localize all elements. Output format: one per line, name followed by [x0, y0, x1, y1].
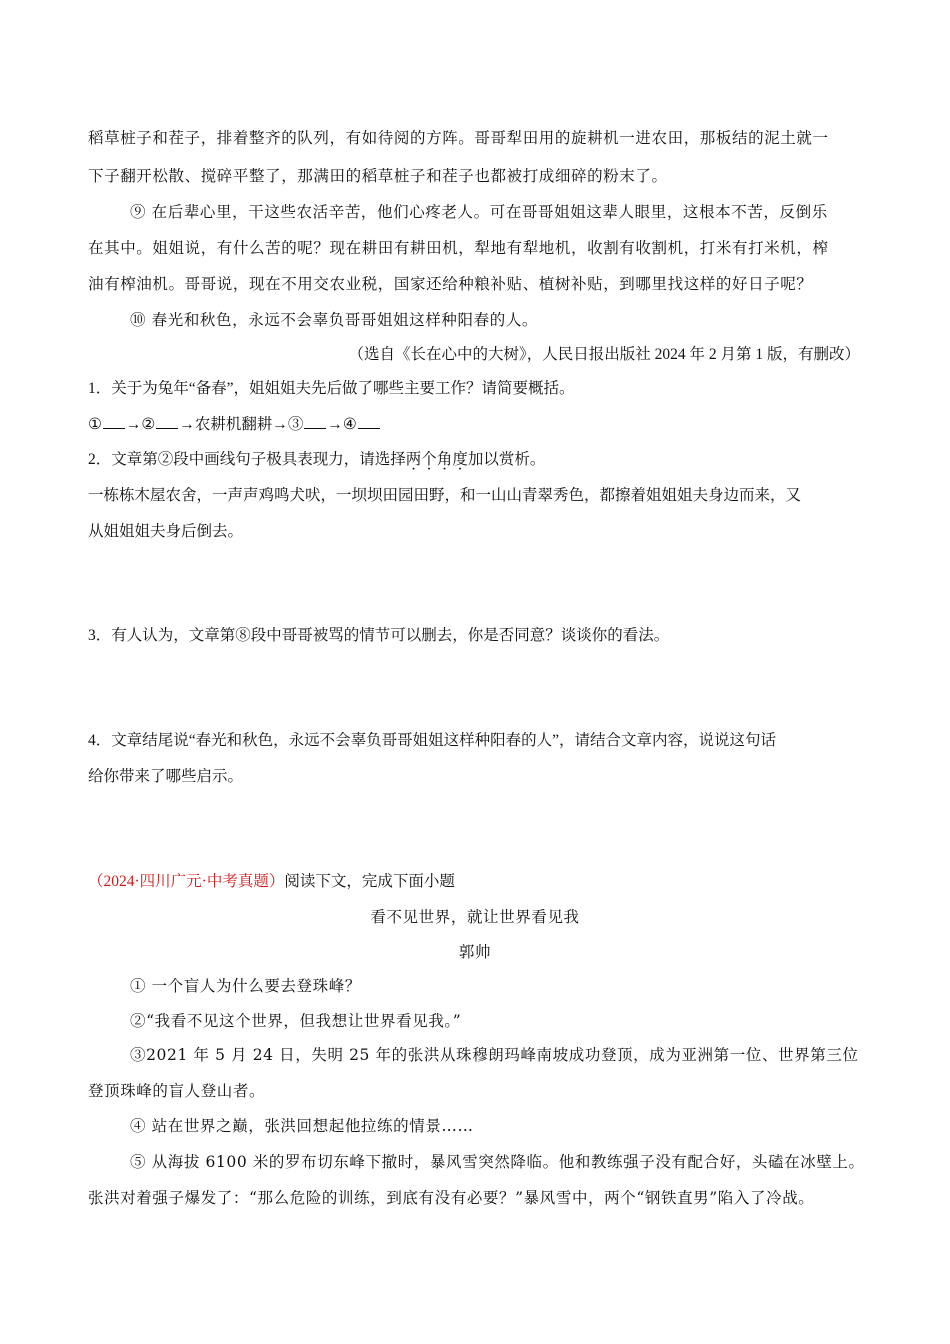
chain-step-4: →④ [327, 416, 357, 433]
question-2-text-before: 2．文章第②段中画线句子极具表现力，请选择 [88, 451, 406, 468]
question-4-line2: 给你带来了哪些启示。 [88, 768, 244, 785]
story2-header [88, 870, 863, 894]
story1-paragraph9-line3: 油有榨油机。哥哥说，现在不用交农业税，国家还给种粮补贴、植树补贴，到哪里找这样的好日子呢？ [88, 275, 813, 293]
question-2-text-after: 加以赏析。 [467, 451, 546, 468]
story2-paragraph3-line2: 登顶珠峰的盲人登山者。 [88, 1082, 266, 1100]
answer-blank-1[interactable] [103, 414, 125, 429]
story1-paragraph8-line1: 稻草桩子和茬子，排着整齐的队列，有如待阅的方阵。哥哥犁田用的旋耕机一进农田，那板结的泥土就一 [88, 129, 829, 147]
story1-paragraph10: ⑩ 春光和秋色，永远不会辜负哥哥姐姐这样种阳春的人。 [130, 311, 539, 329]
story1-source: （选自《长在心中的大树》，人民日报出版社 2024 年 2 月第 1 版，有删改） [348, 346, 860, 363]
chain-step-1: ① [88, 416, 102, 433]
story1-paragraph9-line1: ⑨ 在后辈心里，干这些农活辛苦，他们心疼老人。可在哥哥姐姐这辈人眼里，这根本不苦，反倒乐 [130, 203, 828, 221]
answer-blank-2[interactable] [156, 414, 178, 429]
emphasis-char: 角 [436, 451, 453, 468]
story2-paragraph4: ④ 站在世界之巅，张洪回想起他拉练的情景…… [130, 1117, 474, 1135]
emphasis-char: 两 [405, 451, 422, 468]
story2-paragraph1: ① 一个盲人为什么要去登珠峰？ [130, 977, 361, 995]
question-1: 1．关于为兔年“备春”，姐姐姐夫先后做了哪些主要工作？请简要概括。 [88, 380, 575, 397]
story2-paragraph2: ②“我看不见这个世界，但我想让世界看见我。” [130, 1012, 462, 1030]
question-1-answer-chain [88, 413, 863, 437]
question-3: 3．有人认为，文章第⑧段中哥哥被骂的情节可以删去，你是否同意？谈谈你的看法。 [88, 627, 670, 644]
question-2-quote-line2: 从姐姐姐夫身后倒去。 [88, 523, 244, 540]
answer-blank-3[interactable] [304, 414, 326, 429]
story2-paragraph3-line1: ③2021 年 5 月 24 日，失明 25 年的张洪从珠穆朗玛峰南坡成功登顶，成为亚洲第一位、世界第三位 [130, 1046, 859, 1064]
story1-paragraph8-line2: 下子翻开松散、搅碎平整了，那满田的稻草桩子和茬子也都被打成细碎的粉末了。 [88, 167, 668, 185]
exam-source-tag: （2024·四川广元·中考真题） [88, 873, 285, 890]
story1-paragraph9-line2: 在其中。姐姐说，有什么苦的呢？现在耕田有耕田机，犁地有犁地机，收割有收割机，打米有打米机，榨 [88, 239, 829, 257]
chain-step-2: →② [125, 416, 156, 433]
question-4-line1: 4．文章结尾说“春光和秋色，永远不会辜负哥哥姐姐这样种阳春的人”，请结合文章内容，说说这句话 [88, 732, 777, 749]
answer-blank-4[interactable] [358, 414, 380, 429]
story2-title: 看不见世界，就让世界看见我 [370, 908, 580, 926]
story2-author: 郭帅 [458, 943, 492, 961]
story2-paragraph5-line1: ⑤ 从海拔 6100 米的罗布切东峰下撤时，暴风雪突然降临。他和教练强子没有配合好，头磕在冰壁上。 [130, 1153, 865, 1171]
question-2 [88, 448, 863, 472]
story2-instruction: 阅读下文，完成下面小题 [284, 873, 455, 890]
question-2-quote-line1: 一栋栋木屋农舍，一声声鸡鸣犬吠，一坝坝田园田野，和一山山青翠秀色，都擦着姐姐姐夫身边而来，又 [88, 487, 802, 504]
emphasis-char: 个 [421, 451, 437, 468]
story2-paragraph5-line2: 张洪对着强子爆发了：“那么危险的训练，到底有没有必要？”暴风雪中，两个“钢铁直男”陷入了冷战。 [88, 1189, 815, 1207]
chain-step-3: →农耕机翻耕→③ [179, 416, 304, 433]
emphasis-char: 度 [452, 451, 468, 468]
